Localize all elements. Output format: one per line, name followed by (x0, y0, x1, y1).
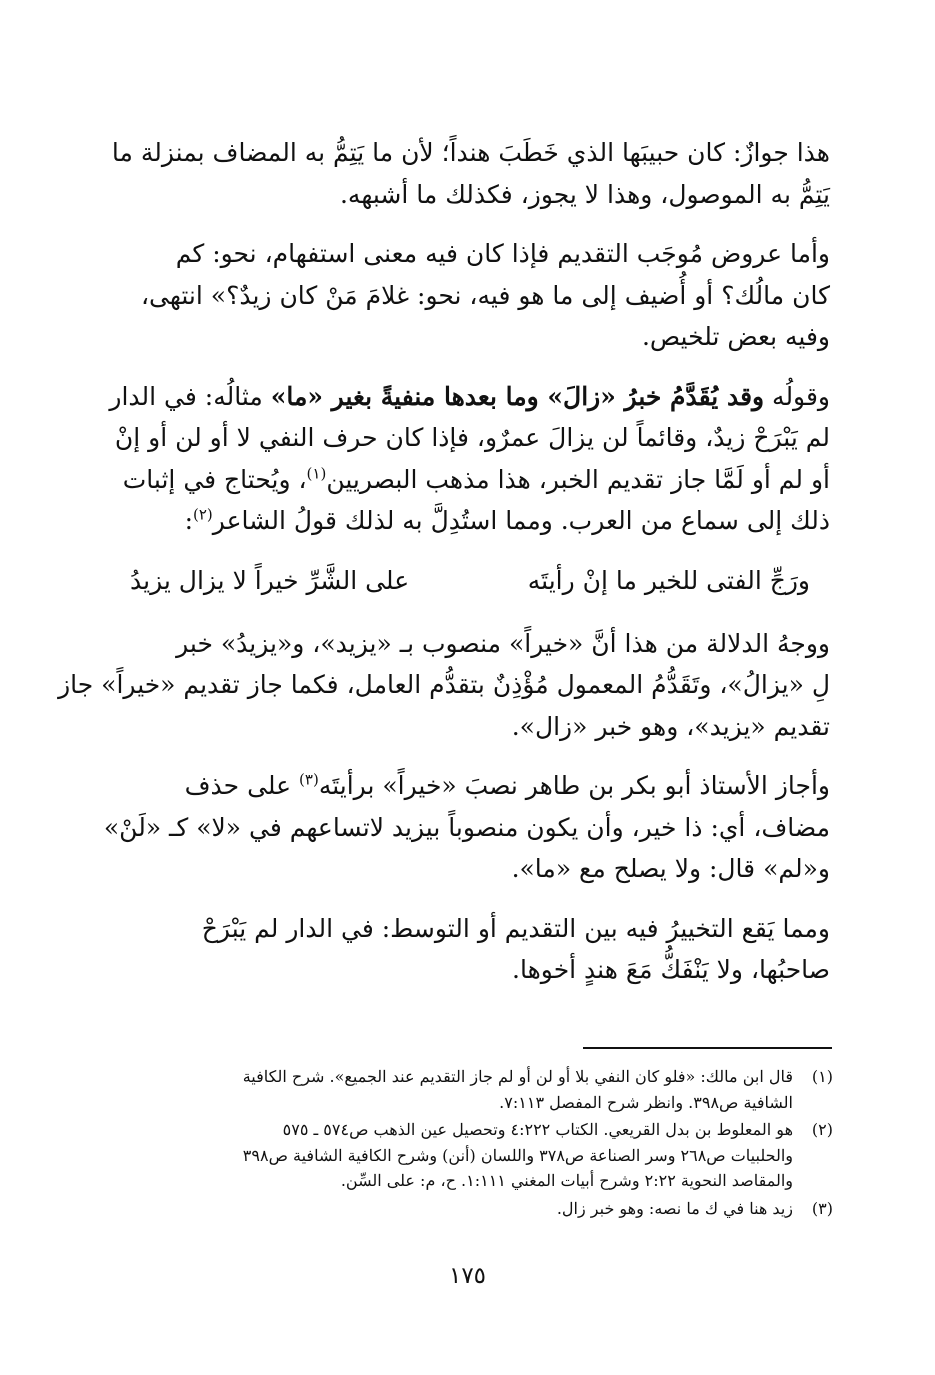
text-line: تقديم «يزيد»، وهو خبر «زال». (511, 711, 830, 741)
text-line: لِ «يزالُ»، وتَقَدُّمُ المعمول مُؤْذِنٌ بتقدُّم العامل، فكما جاز تقديم «خيراً» جاز (58, 670, 830, 699)
footnotes (133, 1064, 833, 1223)
text-line (109, 376, 830, 418)
footnote-ref-3[interactable]: (٣) (299, 770, 319, 789)
text-line: وفيه بعض تلخيص. (641, 322, 830, 351)
footnote-line: قال ابن مالك: «فلو كان النفي بلا أو لن أو لم جاز التقديم عند الجميع». شرح الكافية (242, 1067, 793, 1086)
footnote-number: (٣) (811, 1198, 833, 1218)
text-segment: وأجاز الأستاذ أبو بكر بن طاهر نصبَ «خيراً» برأيتَه (318, 771, 830, 800)
footnote-line: هو المعلوط بن بدل القريعي. الكتاب ٤:٢٢٢ وتحصيل عين الذهب ص٥٧٤ ـ ٥٧٥ (282, 1120, 793, 1139)
text-line: ومما يَقع التخييرُ فيه بين التقديم أو التوسط: في الدار لم يَبْرَحْ (201, 913, 830, 943)
footnote-separator (583, 1047, 832, 1049)
text-line (130, 765, 830, 807)
footnote-2 (133, 1117, 833, 1194)
text-line: لم يَبْرَحْ زيدٌ، وقائماً لن يزالَ عمرٌو، فإذا كان حرف النفي لا أو لن أو إنْ (114, 423, 830, 452)
quoted-matn-bold: وقد يُقَدَّمُ خبرُ «زالَ» وما بعدها منفيةً بغير «ما» (270, 381, 765, 411)
paragraph-6 (130, 908, 830, 991)
paragraph-2 (130, 233, 830, 358)
text-line: هذا جوازٌ: كان حبيبَها الذي خَطَبَ هنداً؛ لأن ما يَتِمُّ به المضاف بمنزلة ما (111, 138, 830, 167)
text-segment: مثالُه: في الدار (109, 381, 271, 411)
text-line: يَتِمُّ به الموصول، وهذا لا يجوز، فكذلك ما أشبهه. (339, 179, 830, 209)
text-line: ووجهُ الدلالة من هذا أنَّ «خيراً» منصوب بـ «يزيد»، و«يزيدُ» خبر (176, 628, 830, 658)
text-line: كان مالُك؟ أو أُضيف إلى ما هو فيه، نحو: غلامَ مَنْ كان زيدٌ؟» انتهى، (140, 280, 830, 310)
footnote-number: (١) (811, 1067, 833, 1086)
footnote-line: والحلبيات ص٢٦٨ وسر الصناعة ص٣٧٨ واللسان (أنن) وشرح الكافية الشافية ص٣٩٨ (242, 1145, 793, 1165)
verse-second-hemistich: على الشَّرِّ خيراً لا يزال يزيدُ (130, 565, 410, 595)
paragraph-4 (58, 623, 830, 748)
page-number: ١٧٥ (448, 1263, 487, 1289)
footnote-ref-2[interactable]: (٢) (193, 505, 213, 524)
text-segment: على حذف (184, 771, 300, 800)
footnote-line: زيد هنا في ك ما نصه: وهو خبر زال. (556, 1198, 793, 1218)
text-line: مضاف، أي: ذا خير، وأن يكون منصوباً بيزيد لاتساعهم في «لا» كـ «لَنْ» (103, 812, 830, 842)
paragraph-1 (111, 132, 830, 215)
footnote-ref-1[interactable]: (١) (306, 464, 327, 483)
footnote-line: والمقاصد النحوية ٢:٢٢ وشرح أبيات المغني ١:١١١. ح، م: على السِّن. (340, 1171, 793, 1190)
text-segment: : (184, 506, 193, 535)
text-segment: ، ويُحتاج في إثبات (122, 464, 307, 494)
footnote-number: (٢) (811, 1120, 833, 1139)
text-segment: أو لم أو لَمَّا جاز تقديم الخبر، هذا مذهب البصريين (326, 464, 830, 494)
footnote-1 (133, 1064, 833, 1115)
footnote-3 (133, 1196, 833, 1222)
text-line (122, 459, 830, 501)
text-line: وأما عروض مُوجَب التقديم فإذا كان فيه معنى استفهام، نحو: كم (175, 239, 830, 268)
footnote-line: الشافية ص٣٩٨. وانظر شرح المفصل ٧:١١٣. (499, 1092, 793, 1112)
paragraph-3 (109, 376, 830, 542)
text-line: صاحبُها، ولا يَنْفَكُّ مَعَ هندٍ أخوها. (512, 955, 830, 984)
paragraph-5 (103, 765, 830, 890)
text-segment: وقولُه (764, 381, 830, 411)
main-text (58, 132, 830, 1009)
text-segment: ذلك إلى سماع من العرب. ومما استُدِلَّ به لذلك قولُ الشاعر (212, 506, 830, 535)
poetry-verse (130, 560, 830, 601)
text-line: و«لم» قال: ولا يصلح مع «ما». (511, 854, 830, 883)
text-line (130, 500, 830, 542)
verse-first-hemistich: ورَجِّ الفتى للخير ما إنْ رأيتَه (527, 565, 810, 595)
